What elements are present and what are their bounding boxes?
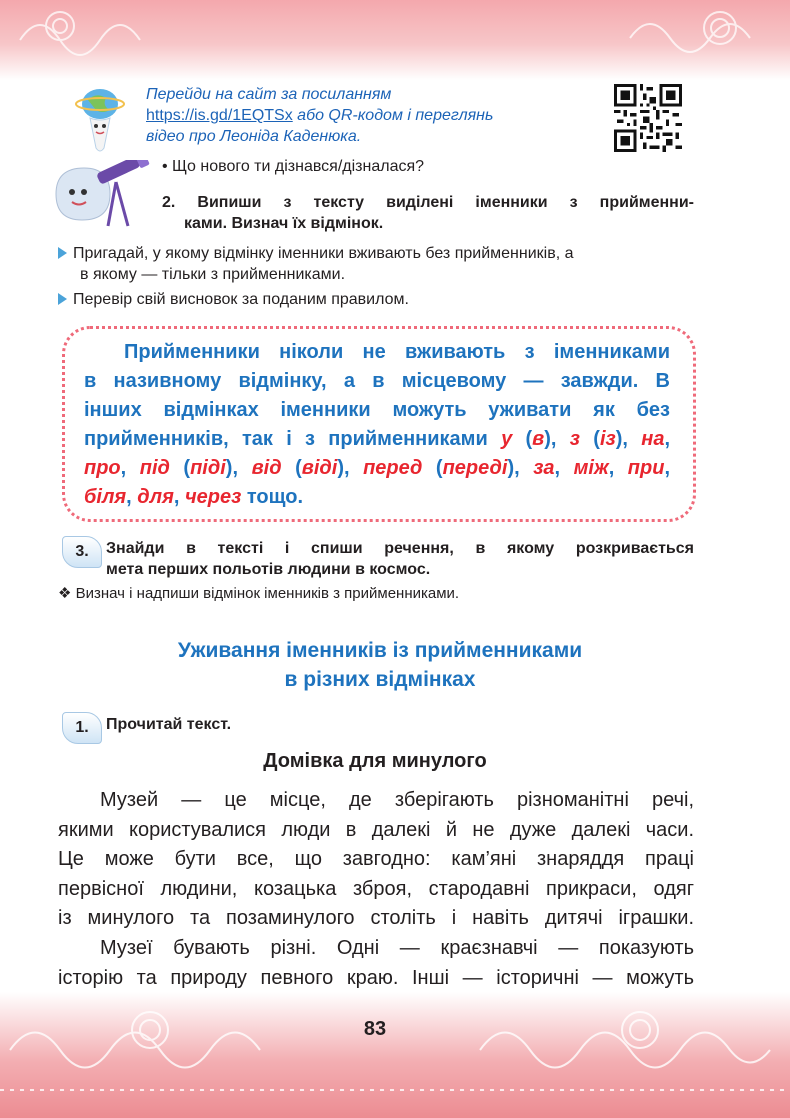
preposition-peredi: переді xyxy=(442,457,508,479)
preposition-pro: про xyxy=(84,457,121,479)
task-1-number-badge: 1. xyxy=(62,712,102,744)
info-note-after-link: або QR-кодом і переглянь xyxy=(292,107,494,124)
task-3-number-badge: 3. xyxy=(62,536,102,568)
bottom-lace-ornament-icon xyxy=(0,990,790,1118)
paragraph-1-line: Музей — це місце, де зберігають різноманітні речі, xyxy=(100,789,694,811)
task-1-label: Прочитай текст. xyxy=(106,716,232,733)
preposition-u: у xyxy=(501,428,513,450)
rule-tail: тощо. xyxy=(241,486,304,508)
task-3-line2: мета перших польотів людини в космос. xyxy=(106,561,431,578)
info-note-line1: Перейди на сайт за посиланням xyxy=(146,86,392,103)
text-title: Домівка для минулого xyxy=(263,750,487,772)
hint-1-line2: в якому — тільки з прийменниками. xyxy=(80,266,346,283)
preposition-v: в xyxy=(532,428,545,450)
section-heading xyxy=(120,636,640,694)
rule-line-1-text: Прийменники ніколи не вживають з іменниками xyxy=(124,341,670,363)
preposition-za: за xyxy=(533,457,555,479)
video-link[interactable]: https://is.gd/1EQTSx xyxy=(146,107,293,124)
preposition-pered: перед xyxy=(363,457,423,479)
rule-line-3: інших відмінках іменники можуть уживати як без xyxy=(84,399,670,421)
info-note-line3: відео про Леоніда Каденюка. xyxy=(146,128,362,145)
preposition-z: з xyxy=(569,428,580,450)
rule-line-2: в називному відмінку, а в місцевому — завжди. В xyxy=(84,370,670,392)
task-3-line1: Знайди в тексті і спиши речення, в якому розкривається xyxy=(106,540,694,557)
hint-2-line1: Перевір свій висновок за поданим правилом. xyxy=(73,291,409,308)
hint-1 xyxy=(58,243,694,285)
hint-2 xyxy=(58,289,694,310)
preposition-dlia: для xyxy=(137,486,174,508)
diamond-task: ❖ Визнач і надпиши відмінок іменників з прийменниками. xyxy=(58,585,460,602)
paragraph-1-line: Це може бути все, що завгодно: кам’яні знаряддя праці xyxy=(58,848,694,870)
preposition-cherez: через xyxy=(185,486,242,508)
rule-line-6: біля, для, через тощо. xyxy=(84,486,304,508)
preposition-bilia: біля xyxy=(84,486,127,508)
paragraph-2-line: Музеї бувають різні. Одні — краєзнавчі — показують xyxy=(100,937,694,959)
rule-line-1 xyxy=(84,338,670,367)
rule-line-5: про, під (піді), від (віді), перед (переді), за, між, при, xyxy=(84,457,671,479)
paragraph-2 xyxy=(58,934,694,993)
arrow-bullet-icon xyxy=(58,293,67,305)
section-heading-line1: Уживання іменників із прийменниками xyxy=(177,639,583,662)
arrow-bullet-icon xyxy=(58,247,67,259)
paragraph-1-line: із минулого та позаминулого століть і навіть дитячі іграшки. xyxy=(58,907,694,929)
qr-code-icon[interactable] xyxy=(614,84,682,152)
paragraph-1-line: якими користувалися люди в далекі й не дуже далекі часи. xyxy=(58,818,694,841)
page-number: 83 xyxy=(363,1018,387,1040)
task-3 xyxy=(106,538,694,580)
paragraph-2-line: історію та природу певного краю. Інші — історичні — можуть xyxy=(58,966,694,989)
task-2-line1: 2. Випиши з тексту виділені іменники з прийменни- xyxy=(162,194,694,211)
task-2 xyxy=(162,192,694,234)
preposition-pidi: піді xyxy=(190,457,226,479)
top-lace-ornament-icon xyxy=(0,0,790,70)
preposition-vidi: віді xyxy=(301,457,338,479)
preposition-mizh: між xyxy=(573,457,609,479)
telescope-mascot-icon xyxy=(50,160,150,230)
section-heading-line2: в різних відмінках xyxy=(284,668,476,691)
task-2-line2: ками. Визнач їх відмінок. xyxy=(184,215,384,232)
preposition-pid: під xyxy=(139,457,170,479)
preposition-iz: із xyxy=(599,428,616,450)
preposition-vid: від xyxy=(251,457,282,479)
info-note xyxy=(146,84,586,147)
preposition-na: на xyxy=(641,428,665,450)
preposition-pry: при xyxy=(627,457,665,479)
question-line: • Що нового ти дізнався/дізналася? xyxy=(162,158,425,175)
paragraph-1-line: первісної людини, козацька зброя, стародавні прикраси, одяг xyxy=(58,877,694,900)
rule-line-4: прийменників, так і з прийменниками у (в), з (із), на, xyxy=(84,428,671,450)
paragraph-1 xyxy=(58,786,694,934)
globe-mascot-icon xyxy=(72,84,128,158)
rule-text xyxy=(84,338,670,512)
hint-1-line1: Пригадай, у якому відмінку іменники вживають без прийменників, а xyxy=(73,245,574,262)
rule-line-4-text: прийменників, так і з прийменниками xyxy=(84,428,502,450)
